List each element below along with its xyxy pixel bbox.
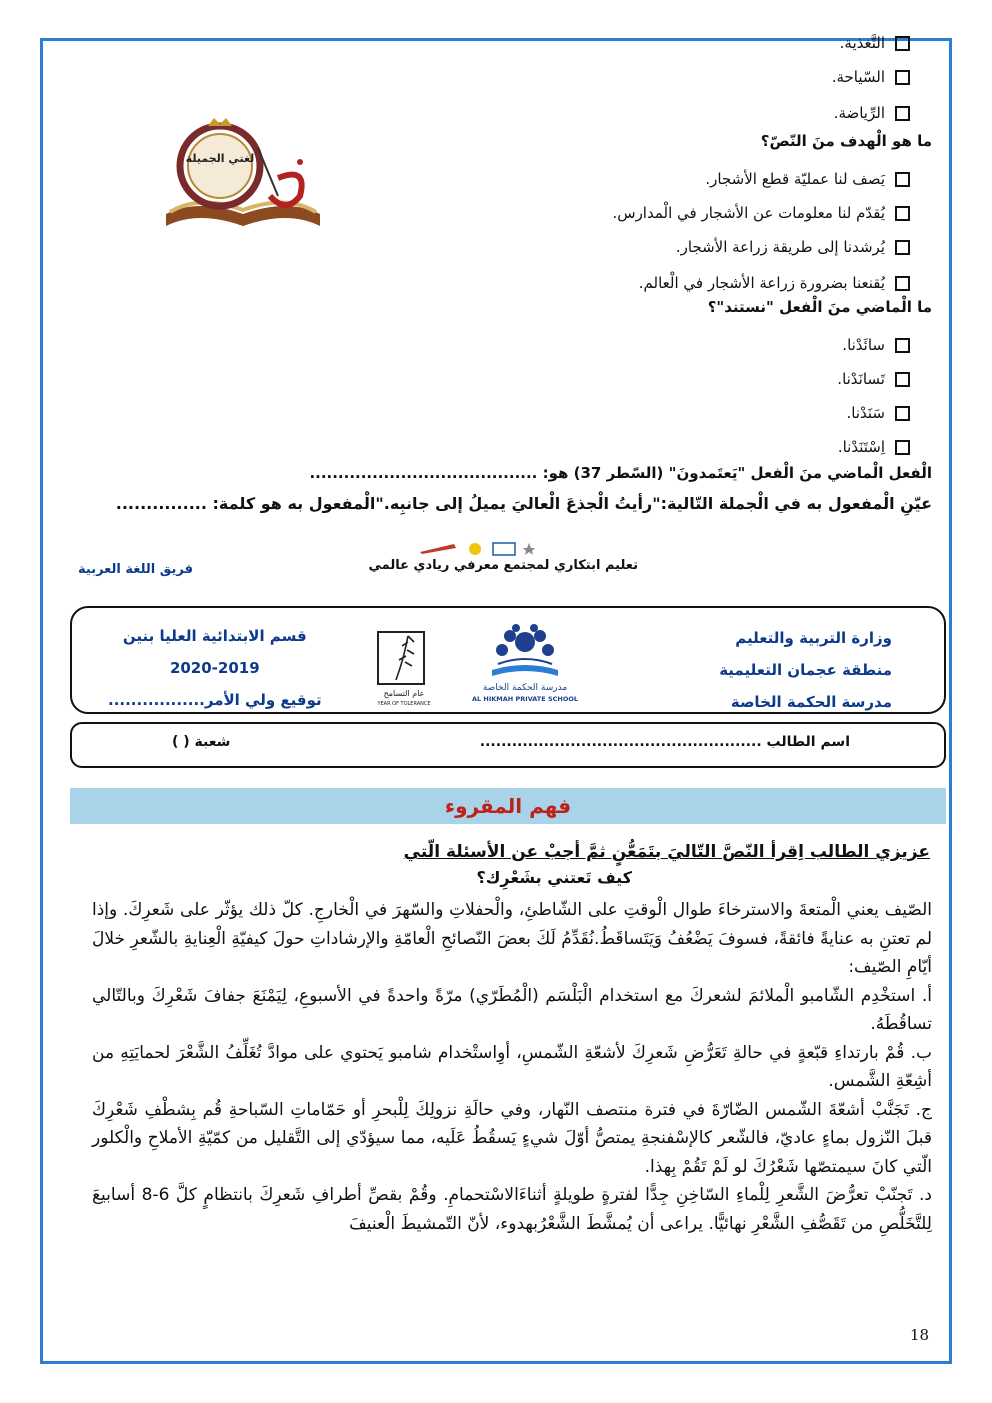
option-label: التَّغذية.	[839, 34, 885, 52]
checkbox[interactable]	[895, 276, 910, 291]
paragraph-intro: الصّيف يعني الْمتعةَ والاسترخاءَ طوال الْوقتِ على الشّاطئِ، والْحفلاتِ والسّهرَ في الْخارجِ. كلّ ذلك يؤثّر على شَعرِكَ. وإذا لم تعتنِ به عنايةً فائقةً، فسوفَ يَضْعُفُ وَيَتَساقَطُ.نُقَدِّمُ لَكَ بعضَ النّصائحِ الْعامّةِ والإرشاداتِ حولَ كيفيّةِ الْعِنايةِ بالشّعرِ خلالَ أيّامِ الصّيف:	[92, 900, 932, 977]
option-sports[interactable]	[834, 100, 910, 126]
option-tourism[interactable]	[832, 64, 910, 90]
language-logo	[158, 118, 328, 236]
section-field[interactable]: شعبة ( )	[172, 734, 231, 750]
header-left	[108, 620, 322, 716]
option-label: تَسانَدْنا.	[837, 370, 885, 388]
team-name: فريق اللغة العربية	[78, 562, 193, 577]
zone-name: منطقة عجمان التعليمية	[719, 661, 892, 679]
checkbox[interactable]	[895, 240, 910, 255]
accreditation-logo-icon	[464, 542, 486, 556]
partner-logos	[418, 538, 568, 560]
option-label: يُقدّم لنا معلومات عن الأشجار في الْمدارس.	[612, 204, 885, 222]
question-object: عيّنِ الْمفعول به في الْجملة التّالية:"رأيتُ الْجذعَ الْعاليَ يميلُ إلى جانبِه."الْمفعول به هو كلمة: ...............	[115, 494, 932, 513]
section-banner	[70, 788, 946, 824]
option-goal-4[interactable]	[639, 270, 910, 296]
checkbox[interactable]	[895, 36, 910, 51]
option-label: يُقنعنا بضرورة زراعة الأشجار في الْعالم.	[638, 274, 885, 292]
checkbox[interactable]	[895, 406, 910, 421]
paragraph-a: أ. استخْدِم الشّامبو الْملائمَ لشعركَ مع استخدام الْبَلْسَم (الْمُطَرّي) مرّةً واحدةً في الأسبوعِ، لِيَمْنَعَ جفافَ شَعْرِكَ وبالتّالي تساقُطَهُ.	[92, 985, 932, 1034]
paragraph-d: د. تَجنّبْ تعرُّضَ الشَّعرِ لِلْماءِ السّاخِنِ جِدًّا لفترةٍ طويلةٍ أثناءَالاسْتحمامِ. وقُمْ بقصِّ أطرافِ شَعرِكَ بانتظامٍ كلَّ 6-8 أسابيعَ لِلتَّخَلُّصِ من تَقَصُّفِ الشَّعْرِ نهائيًّا. يراعى أن يُمشَّطَ الشَّعْرُبهدوء، لأنّ التّمشيطَ الْعنيفَ	[92, 1185, 932, 1234]
paragraph-b: ب. قُمْ بارتداءِ قبّعةٍ في حالةِ تَعَرُّضِ شَعرِكَ لأشعّةِ الشّمسِ، أوِاستْخدام شامبو يَحتوي على موادَّ تُغَلِّفُ الشَّعْرَ لحمايَتِهِ من أشِعّةِ الشَّمس.	[92, 1042, 932, 1091]
guardian-signature: توقيع ولي الأمر.................	[108, 691, 322, 709]
checkbox[interactable]	[895, 106, 910, 121]
option-label: السّياحة.	[831, 68, 885, 86]
option-goal-1[interactable]	[705, 166, 910, 192]
star-logo-icon	[522, 542, 536, 556]
option-label: سَنَدْنا.	[846, 404, 885, 422]
option-goal-3[interactable]	[676, 234, 910, 260]
student-name-field[interactable]: اسم الطالب .....................................................	[479, 734, 850, 750]
question-verb: الْفعل الْماضي منَ الْفعل "يَعتَمدونَ" (السّطر 37) هو: ........................................	[309, 464, 932, 482]
checkbox[interactable]	[895, 70, 910, 85]
checkbox[interactable]	[895, 172, 910, 187]
school-logo	[464, 624, 586, 704]
checkbox[interactable]	[895, 338, 910, 353]
option-label: الرِّياضة.	[833, 104, 885, 122]
question-past: ما الْماضي منَ الْفعل "نستند"؟	[707, 298, 932, 316]
checkbox[interactable]	[895, 372, 910, 387]
logo-text: لغتي الجميلة	[185, 152, 255, 165]
page-number: 18	[910, 1326, 930, 1344]
option-label: يَصف لنا عمليّة قطع الأشجار.	[705, 170, 885, 188]
option-past-3[interactable]	[847, 400, 910, 426]
student-info-box	[70, 722, 946, 768]
tolerance-ar: عام التسامح	[383, 689, 425, 698]
school-name: مدرسة الحكمة الخاصة	[730, 693, 892, 711]
ministry-name: وزارة التربية والتعليم	[735, 629, 892, 647]
school-header	[70, 606, 946, 714]
paragraph-c: ج. تَجَنَّبْ أشعّةَ الشّمس الضّارّةَ في فترة منتصف النّهار، وفي حالَةِ نزولِكَ لِلْبحرِ أو حَمّاماتِ السّباحةِ قُم بِشطْفِ شَعْرِكَ قبلَ النّزول بماءٍ عاديّ، فالشّعر كالإسْفنجةِ يمتصُّ أوّلَ شيءٍ يَسقُطُ عَلَيه، مما سيؤدّي إلى التَّقليل من كمّيّةِ الأملاحِ والْكلور الّتي كانَ سيمتصّها شَعْرُكَ لو لَمْ تَقُمْ بِهذا.	[92, 1099, 932, 1177]
tolerance-en: YEAR OF TOLERANCE	[377, 701, 431, 707]
option-label: سائَدْنا.	[842, 336, 885, 354]
option-past-4[interactable]	[838, 434, 910, 460]
checkbox[interactable]	[895, 206, 910, 221]
checkbox[interactable]	[895, 440, 910, 455]
academic-year: 2020-2019	[169, 659, 260, 677]
school-logo-en: AL HIKMAH PRIVATE SCHOOL	[471, 695, 579, 703]
instruction: عزيزي الطالب اِقرأ النّصَّ التّاليَ بتَمَعُّنٍ ثمَّ أجبْ عن الأسئلة الّتي	[403, 842, 930, 862]
header-right	[719, 622, 892, 718]
option-label: اِسْتَنَدْنا.	[837, 438, 885, 456]
year-of-tolerance-logo	[374, 628, 442, 708]
banner-title: فهم المقروء	[444, 794, 572, 818]
option-goal-2[interactable]	[612, 200, 910, 226]
option-past-2[interactable]	[837, 366, 910, 392]
option-label: يُرشدنا إلى طريقة زراعة الأشجار.	[675, 238, 885, 256]
question-goal: ما هو الْهدف منَ النّصّ؟	[760, 132, 932, 150]
option-past-1[interactable]	[842, 332, 910, 358]
passage-body	[92, 896, 932, 1238]
slogan: تعليم ابتكاري لمجتمع معرفي ريادي عالمي	[368, 558, 638, 573]
unesco-logo-icon	[492, 542, 516, 556]
pen-logo-icon	[418, 542, 458, 556]
school-logo-ar: مدرسة الحكمة الخاصة	[482, 683, 568, 693]
option-nutrition[interactable]	[840, 30, 910, 56]
department-name: قسم الابتدائية العليا بنين	[122, 627, 307, 645]
passage-title: كيف تَعتني بشَعْرِك؟	[476, 868, 632, 887]
